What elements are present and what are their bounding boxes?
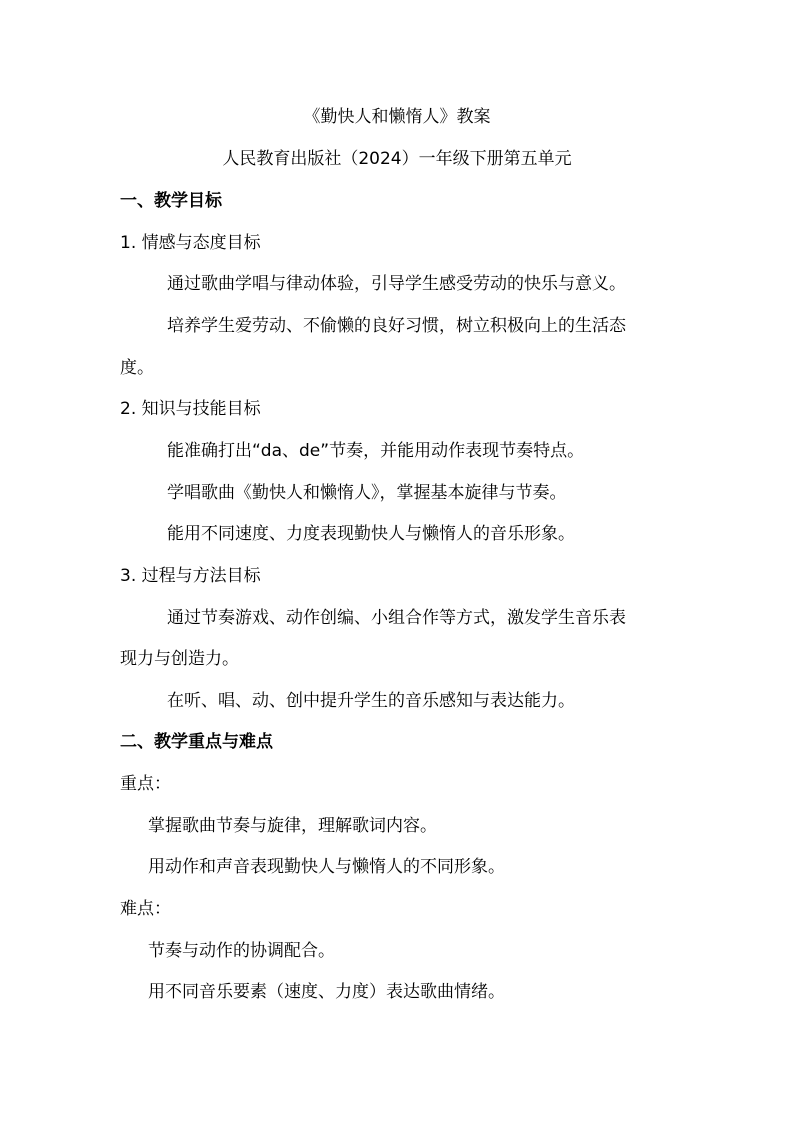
document-subtitle: 人民教育出版社（2024）一年级下册第五单元: [222, 149, 572, 169]
subsection-heading-process: 3. 过程与方法目标: [120, 566, 261, 586]
paragraph-line: 学唱歌曲《勤快人和懒惰人》，掌握基本旋律与节奏。: [167, 483, 567, 503]
key-point-item: 用动作和声音表现勤快人与懒惰人的不同形象。: [148, 857, 505, 877]
key-points-label: 重点：: [120, 774, 171, 794]
difficulty-item: 用不同音乐要素（速度、力度）表达歌曲情绪。: [148, 982, 505, 1002]
subsection-heading-knowledge: 2. 知识与技能目标: [120, 399, 261, 419]
section-heading-key-points: 二、教学重点与难点: [120, 732, 273, 752]
paragraph-line: 培养学生爱劳动、不偷懒的良好习惯，树立积极向上的生活态: [167, 316, 626, 336]
section-heading-objectives: 一、教学目标: [120, 191, 222, 211]
paragraph-line: 能用不同速度、力度表现勤快人与懒惰人的音乐形象。: [167, 524, 575, 544]
paragraph-line: 能准确打出“da、de”节奏，并能用动作表现节奏特点。: [167, 441, 585, 461]
paragraph-line: 度。: [120, 358, 154, 378]
difficulties-label: 难点：: [120, 899, 171, 919]
paragraph-line: 在听、唱、动、创中提升学生的音乐感知与表达能力。: [167, 691, 575, 711]
paragraph-line: 通过歌曲学唱与律动体验，引导学生感受劳动的快乐与意义。: [167, 274, 626, 294]
difficulty-item: 节奏与动作的协调配合。: [148, 941, 335, 961]
key-point-item: 掌握歌曲节奏与旋律，理解歌词内容。: [148, 816, 437, 836]
subsection-heading-emotion: 1. 情感与态度目标: [120, 233, 261, 253]
paragraph-line: 通过节奏游戏、动作创编、小组合作等方式，激发学生音乐表: [167, 608, 626, 628]
document-title: 《勤快人和懒惰人》教案: [303, 107, 491, 127]
paragraph-line: 现力与创造力。: [120, 649, 239, 669]
